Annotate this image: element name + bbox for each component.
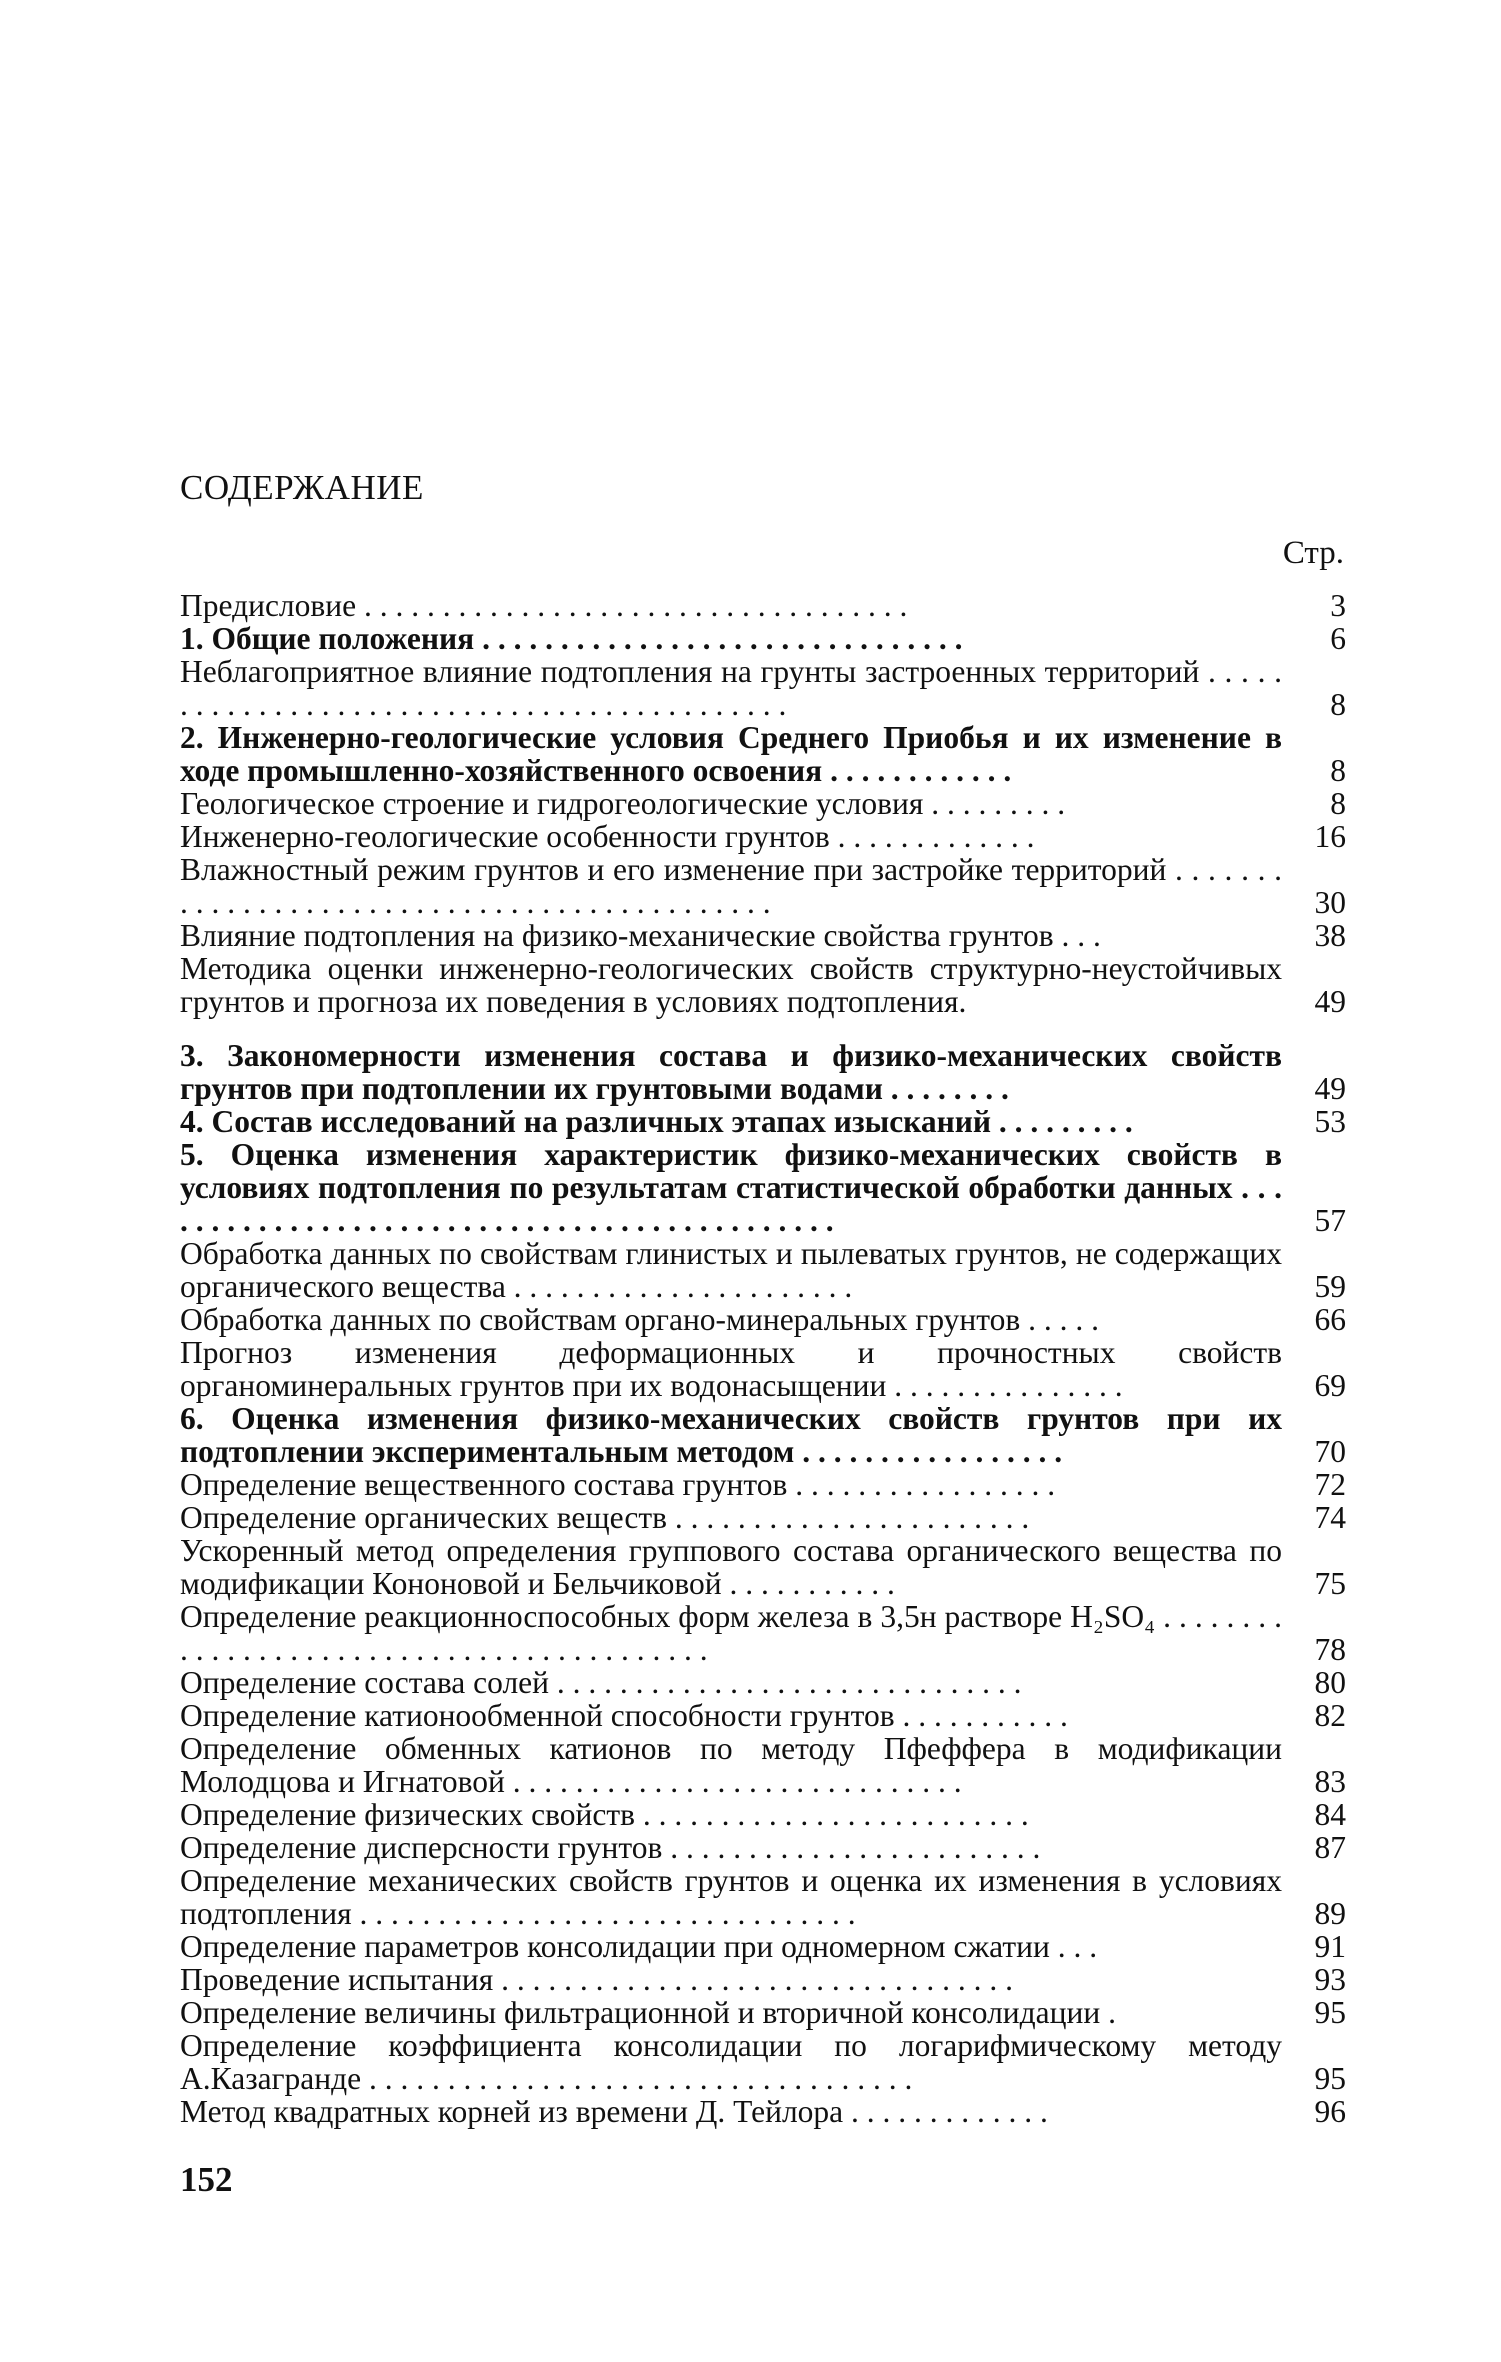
toc-entry-page: 49 [1314, 984, 1346, 1019]
toc-entry-title: Определение реакционноспособных форм железа в 3,5н растворе H₂SO₄ . . . . . . . . . . . . . . . . . . . . . . . . . . . . . . . . . . . . . . . . . . [180, 1599, 1282, 1667]
toc-entry-title: Определение обменных катионов по методу Пфеффера в модификации Молодцова и Игнатовой . . . . . . . . . . . . . . . . . . . . . . . . . . . . . [180, 1731, 1282, 1799]
toc-entry-title: Метод квадратных корней из времени Д. Тейлора . . . . . . . . . . . . . [180, 2094, 1048, 2129]
toc-entry-title: Определение величины фильтрационной и вторичной консолидации . [180, 1995, 1116, 2030]
toc-entry-page: 95 [1314, 1995, 1346, 2030]
toc-entry [180, 1138, 1346, 1237]
toc-entry [180, 2029, 1346, 2095]
toc-entry-title: Геологическое строение и гидрогеологические условия . . . . . . . . . [180, 786, 1066, 821]
toc-entry-page: 75 [1314, 1566, 1346, 1601]
toc-entry-title: Определение состава солей . . . . . . . . . . . . . . . . . . . . . . . . . . . . . . [180, 1665, 1022, 1700]
toc-entry-page: 70 [1314, 1434, 1346, 1469]
toc-entry [180, 1402, 1346, 1468]
toc-entry [180, 853, 1346, 919]
toc-entry [180, 1336, 1346, 1402]
toc-entry-title: Определение механических свойств грунтов и оценка их изменения в условиях подтопления . . . . . . . . . . . . . . . . . . . . . . . . . . . . . . . . [180, 1863, 1282, 1931]
toc-entry-title: Инженерно-геологические особенности грунтов . . . . . . . . . . . . . [180, 819, 1035, 854]
toc-entry-page: 80 [1314, 1665, 1346, 1700]
toc-entry [180, 1105, 1346, 1138]
toc-entry-title: Проведение испытания . . . . . . . . . . . . . . . . . . . . . . . . . . . . . . . . . [180, 1962, 1014, 1997]
toc-entry [180, 1237, 1346, 1303]
toc-entry-page: 72 [1314, 1467, 1346, 1502]
toc-entry-page: 57 [1314, 1203, 1346, 1238]
toc-entry [180, 787, 1346, 820]
toc-entry-page: 78 [1314, 1632, 1346, 1667]
toc-entry-title: Влажностный режим грунтов и его изменение при застройке территорий . . . . . . . . . . . . . . . . . . . . . . . . . . . . . . . . . . . . . . . . . . . . . [180, 852, 1282, 920]
toc-entry-title: Определение физических свойств . . . . . . . . . . . . . . . . . . . . . . . . . [180, 1797, 1029, 1832]
toc-entry-title: Определение параметров консолидации при одномерном сжатии . . . [180, 1929, 1098, 1964]
toc-entry-page: 83 [1314, 1764, 1346, 1799]
toc-entry [180, 1501, 1346, 1534]
toc-entry [180, 919, 1346, 952]
toc-entry-title: 4. Состав исследований на различных этапах изысканий . . . . . . . . . [180, 1104, 1133, 1139]
toc-entry-page: 59 [1314, 1269, 1346, 1304]
toc-entry-page: 38 [1314, 918, 1346, 953]
toc-entry-title: Определение коэффициента консолидации по логарифмическому методу А.Казагранде . . . . . . . . . . . . . . . . . . . . . . . . . . . . . . . . . . . [180, 2028, 1282, 2096]
toc-entry [180, 2095, 1346, 2128]
toc-entry [180, 1831, 1346, 1864]
toc-entry-page: 84 [1314, 1797, 1346, 1832]
toc-entry-title: 3. Закономерности изменения состава и физико-механических свойств грунтов при подтоплении их грунтовыми водами . . . . . . . . [180, 1038, 1282, 1106]
toc-entry-page: 96 [1314, 2094, 1346, 2129]
toc-entry-title: Обработка данных по свойствам глинистых и пылеватых грунтов, не содержащих органического вещества . . . . . . . . . . . . . . . . . . . . . . [180, 1236, 1282, 1304]
toc-entry-page: 87 [1314, 1830, 1346, 1865]
toc-entry [180, 622, 1346, 655]
toc-entry [180, 1864, 1346, 1930]
page-number: 152 [180, 2160, 233, 2199]
toc-entry [180, 952, 1346, 1018]
page-column-label: Стр. [1282, 535, 1344, 571]
toc-entry-page: 66 [1314, 1302, 1346, 1337]
toc-entry-page: 74 [1314, 1500, 1346, 1535]
toc-entry [180, 1600, 1346, 1666]
toc-entry-title: Определение катионообменной способности грунтов . . . . . . . . . . . [180, 1698, 1068, 1733]
toc-entry [180, 1468, 1346, 1501]
toc-entry-title: Прогноз изменения деформационных и прочностных свойств органоминеральных грунтов при их водонасыщении . . . . . . . . . . . . . . . [180, 1335, 1282, 1403]
toc-entry-title: Влияние подтопления на физико-механические свойства грунтов . . . [180, 918, 1101, 953]
toc-entry-page: 89 [1314, 1896, 1346, 1931]
toc-entry-title: Определение дисперсности грунтов . . . . . . . . . . . . . . . . . . . . . . . . [180, 1830, 1041, 1865]
toc-entry-page: 8 [1330, 786, 1346, 821]
toc-entry-page: 91 [1314, 1929, 1346, 1964]
toc-entry [180, 1699, 1346, 1732]
toc-entry-title: 2. Инженерно-геологические условия Среднего Приобья и их изменение в ходе промышленно-хозяйственного освоения . . . . . . . . . . . . [180, 720, 1282, 788]
toc-entry-page: 53 [1314, 1104, 1346, 1139]
toc-entry [180, 1303, 1346, 1336]
toc-entry-page: 6 [1330, 621, 1346, 656]
toc-entry [180, 1039, 1346, 1105]
page-title: СОДЕРЖАНИЕ [180, 468, 424, 507]
toc-entry-title: Методика оценки инженерно-геологических свойств структурно-неустойчивых грунтов и прогноза их поведения в условиях подтопления. [180, 951, 1282, 1019]
toc-entry-title: Определение органических веществ . . . . . . . . . . . . . . . . . . . . . . . [180, 1500, 1030, 1535]
toc-entry-page: 69 [1314, 1368, 1346, 1403]
toc-entry-title: Предисловие . . . . . . . . . . . . . . . . . . . . . . . . . . . . . . . . . . . [180, 588, 908, 623]
toc-entry-title: Ускоренный метод определения группового состава органического вещества по модификации Кононовой и Бельчиковой . . . . . . . . . . . [180, 1533, 1282, 1601]
toc-entry-page: 82 [1314, 1698, 1346, 1733]
toc-entry-title: Неблагоприятное влияние подтопления на грунты застроенных территорий . . . . . . . . . . . . . . . . . . . . . . . . . . . . . . . . . . . . . . . . . . . . [180, 654, 1282, 722]
toc-entry [180, 721, 1346, 787]
toc-entry-page: 30 [1314, 885, 1346, 920]
toc-entry-title: Определение вещественного состава грунтов . . . . . . . . . . . . . . . . . [180, 1467, 1056, 1502]
toc-entry-page: 95 [1314, 2061, 1346, 2096]
toc-entry [180, 589, 1346, 622]
toc-entry-page: 3 [1330, 588, 1346, 623]
toc-entry-title: 1. Общие положения . . . . . . . . . . . . . . . . . . . . . . . . . . . . . . . [180, 621, 963, 656]
toc-entry [180, 1963, 1346, 1996]
toc-entry-page: 49 [1314, 1071, 1346, 1106]
toc-entry [180, 1996, 1346, 2029]
toc-entry [180, 1930, 1346, 1963]
toc-entry [180, 1732, 1346, 1798]
toc-entry-page: 93 [1314, 1962, 1346, 1997]
toc-entry-page: 8 [1330, 753, 1346, 788]
toc-entry-page: 16 [1314, 819, 1346, 854]
toc-entry [180, 1534, 1346, 1600]
toc-entry [180, 820, 1346, 853]
toc-entry-title: 6. Оценка изменения физико-механических свойств грунтов при их подтоплении экспериментальным методом . . . . . . . . . . . . . . . . . [180, 1401, 1282, 1469]
toc-entry [180, 1798, 1346, 1831]
toc-entry [180, 1666, 1346, 1699]
toc-entry-page: 8 [1330, 687, 1346, 722]
table-of-contents [180, 589, 1346, 2128]
toc-entry [180, 655, 1346, 721]
toc-entry-title: Обработка данных по свойствам органо-минеральных грунтов . . . . . [180, 1302, 1100, 1337]
toc-entry-title: 5. Оценка изменения характеристик физико-механических свойств в условиях подтопления по результатам статистической обработки данных . . . . . . . . . . . . . . . . . . . . . . . . . . . . . . . . . . . . . . . . . . . . . [180, 1137, 1282, 1238]
